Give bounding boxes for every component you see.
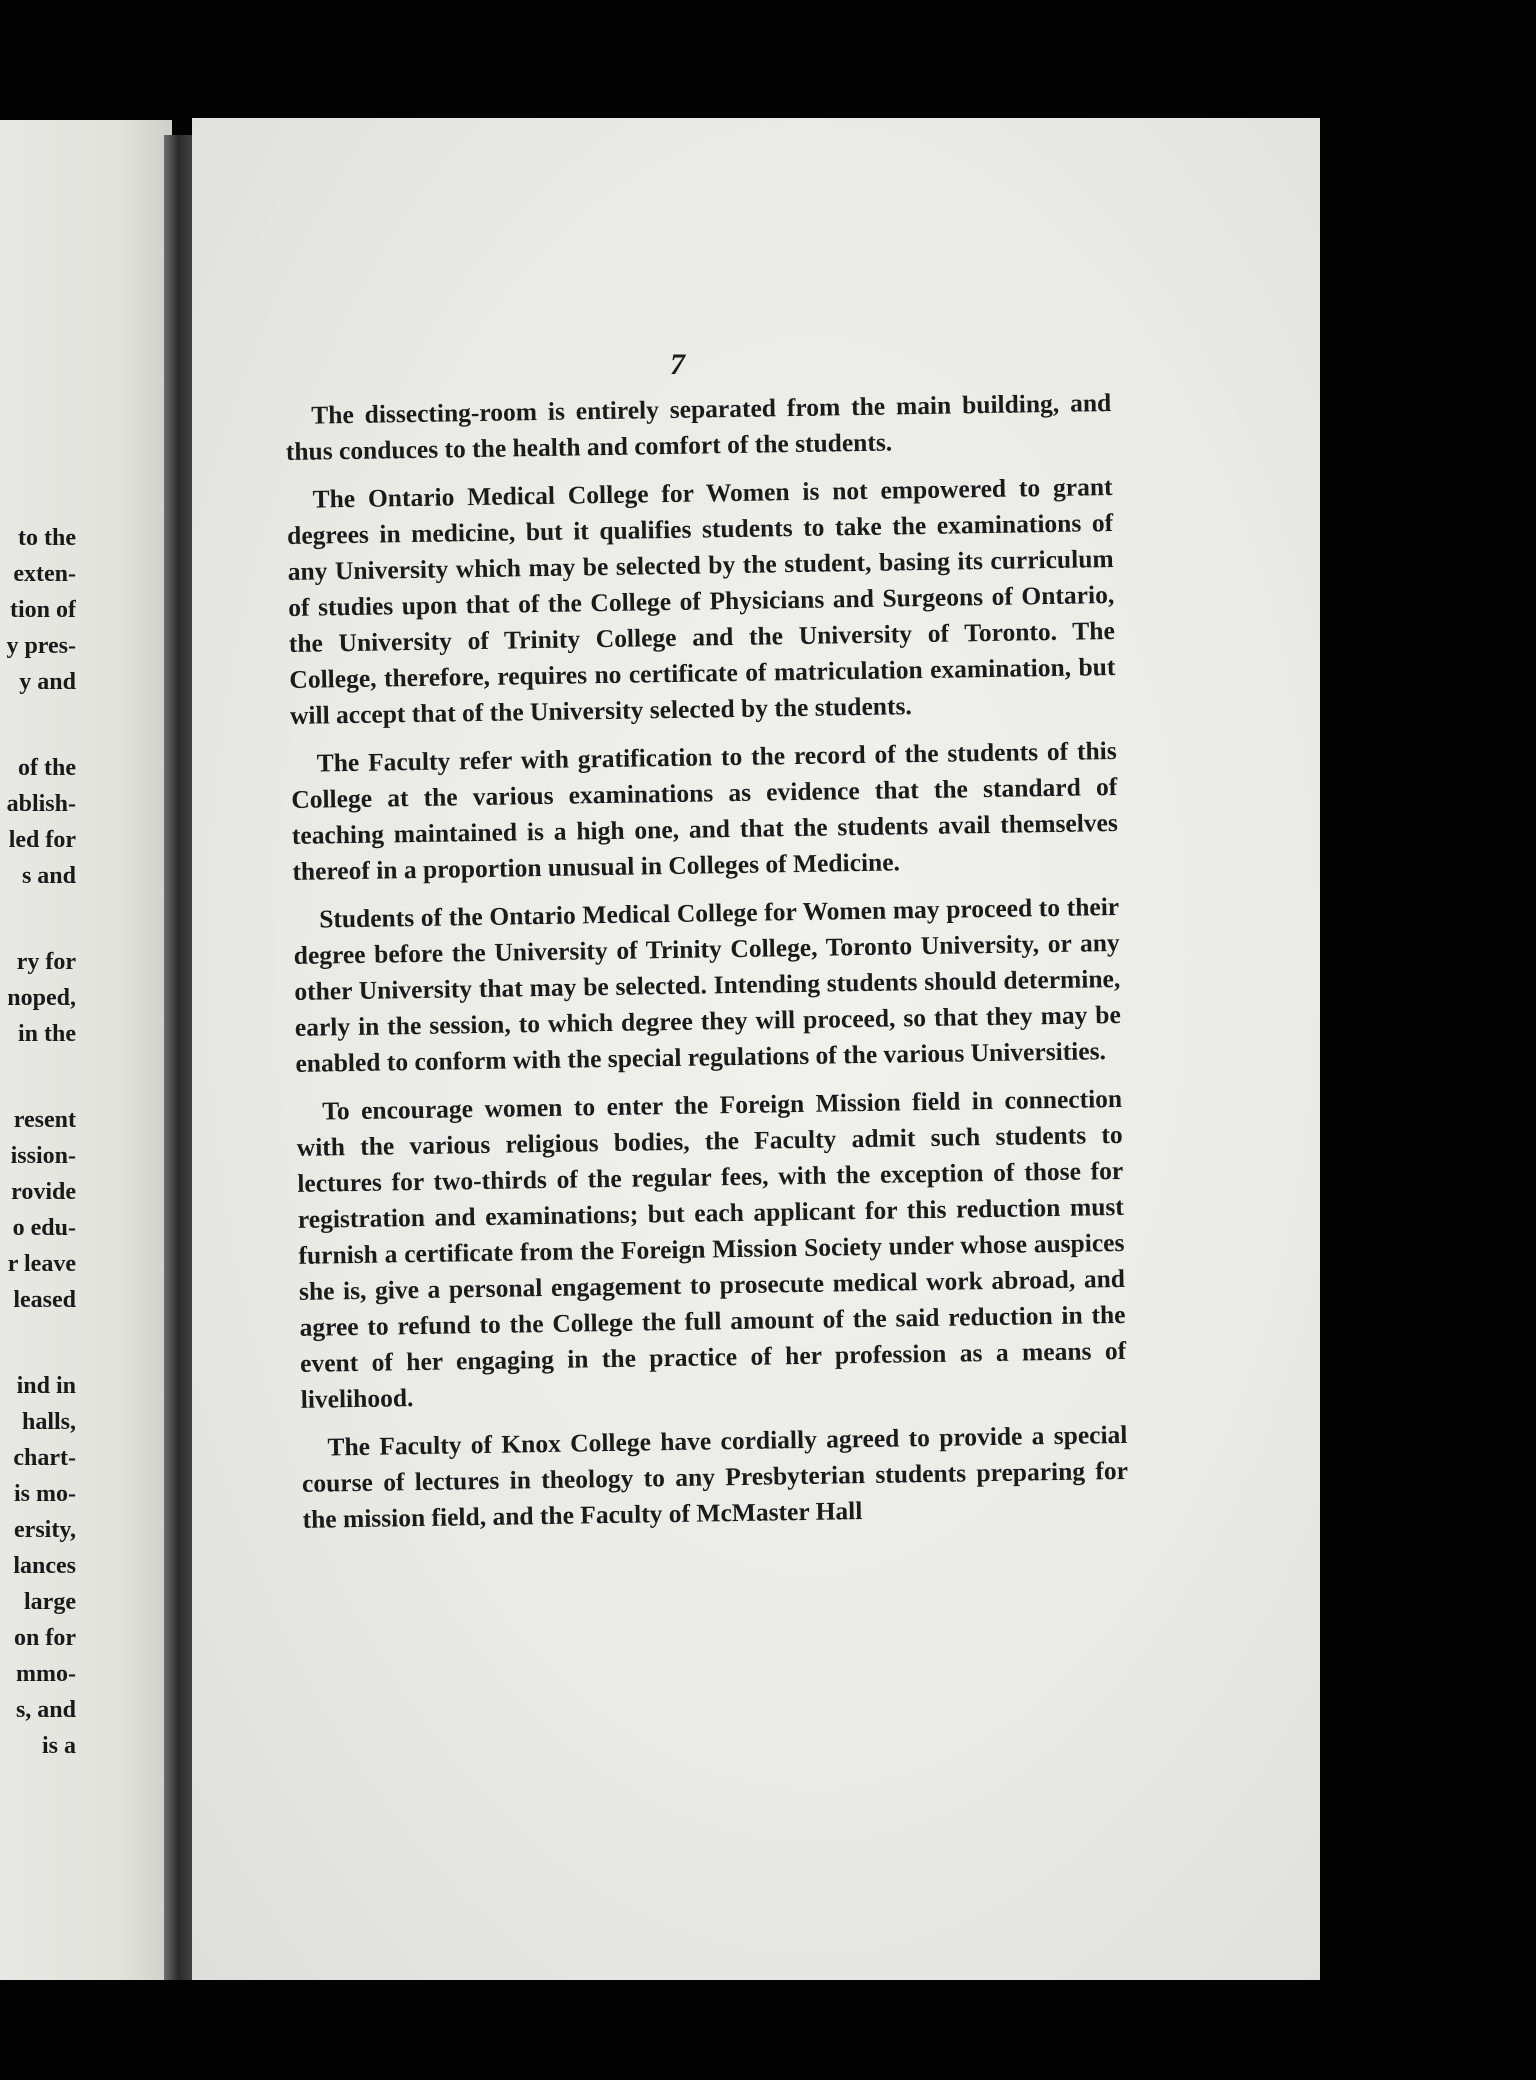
left-page-line: lances (13, 1553, 76, 1579)
left-page-line: y and (19, 669, 76, 695)
paragraph-students-degree: Students of the Ontario Medical College for Women may proceed to their degree before the University of Trinity College, Toronto University, or any other University that may be selected. Intending students should determine, early in the session, to which degree they will proceed, so that they may be enabled to conform with the special regulations of the various Universities. (293, 891, 1122, 1078)
paragraph-faculty-record: The Faculty refer with gratification to the record of the students of this College at the various examinations as evidence that the standard of teaching maintained is a high one, and that the students avail themselves thereof in a proportion unusual in Colleges of Medicine. (291, 735, 1118, 886)
paragraph-dissecting-room: The dissecting-room is entirely separated from the main building, and thus conduces to the health and comfort of the students. (285, 388, 1112, 466)
page-body (285, 385, 1129, 1550)
left-page-line: chart- (13, 1445, 76, 1471)
left-page-line (0, 700, 76, 750)
left-page-text (0, 520, 76, 1764)
left-page-line: led for (8, 827, 76, 853)
left-page-line: to the (18, 525, 76, 551)
left-page-line: o edu- (12, 1215, 76, 1241)
paragraph-foreign-mission: To encourage women to enter the Foreign Mission field in connection with the various religious bodies, the Faculty admit such students to lectures for two-thirds of the regular fees, with the exception of those for registration and examinations; but each applicant for this reduction must furnish a certificate from the Foreign Mission Society under whose auspices she is, give a personal engagement to prosecute medical work abroad, and agree to refund to the College the full amount of the said reduction in the event of her engaging in the practice of her profession as a means of livelihood. (296, 1083, 1127, 1414)
left-page-line: s and (21, 863, 76, 889)
left-page-line: ersity, (14, 1517, 76, 1543)
left-page-line: is mo- (14, 1481, 76, 1507)
left-page-line: of the (18, 755, 76, 781)
left-page-line: in the (17, 1021, 76, 1047)
paragraph-knox-college: The Faculty of Knox College have cordially agreed to provide a special course of lectures in theology to any Presbyterian students preparing for the mission field, and the Faculty of McMaster Hall (301, 1419, 1129, 1534)
left-page-line (0, 1052, 76, 1102)
left-page-line: ablish- (6, 791, 76, 817)
page-number: 7 (670, 348, 685, 381)
left-page-line: ry for (16, 949, 76, 975)
left-page-line: exten- (13, 561, 76, 587)
left-page-line: r leave (7, 1251, 76, 1277)
left-page-fragment (0, 120, 172, 1980)
left-page-line: tion of (10, 597, 76, 623)
left-page-line: on for (14, 1625, 76, 1651)
left-page-line: halls, (21, 1409, 76, 1435)
left-page-line: is a (41, 1733, 76, 1759)
left-page-line: resent (13, 1107, 76, 1133)
left-page-line: mmo- (16, 1661, 76, 1687)
left-page-line: y pres- (6, 633, 76, 659)
left-page-line: rovide (11, 1179, 76, 1205)
left-page-line (0, 1318, 76, 1368)
left-page-line: ission- (10, 1143, 76, 1169)
left-page-line: leased (13, 1287, 76, 1313)
paragraph-degrees: The Ontario Medical College for Women is not empowered to grant degrees in medicine, but it qualifies students to take the examinations of any University which may be selected by the student, basing its curriculum of studies upon that of the College of Physicians and Surgeons of Ontario, the University of Trinity College and the University of Toronto. The College, therefore, requires no certificate of matriculation examination, but will accept that of the University selected by the students. (286, 472, 1116, 730)
left-page-line: noped, (7, 985, 76, 1011)
left-page-line: s, and (15, 1697, 76, 1723)
left-page-line: large (24, 1589, 76, 1615)
left-page-line (0, 894, 76, 944)
left-page-line: ind in (16, 1373, 76, 1399)
